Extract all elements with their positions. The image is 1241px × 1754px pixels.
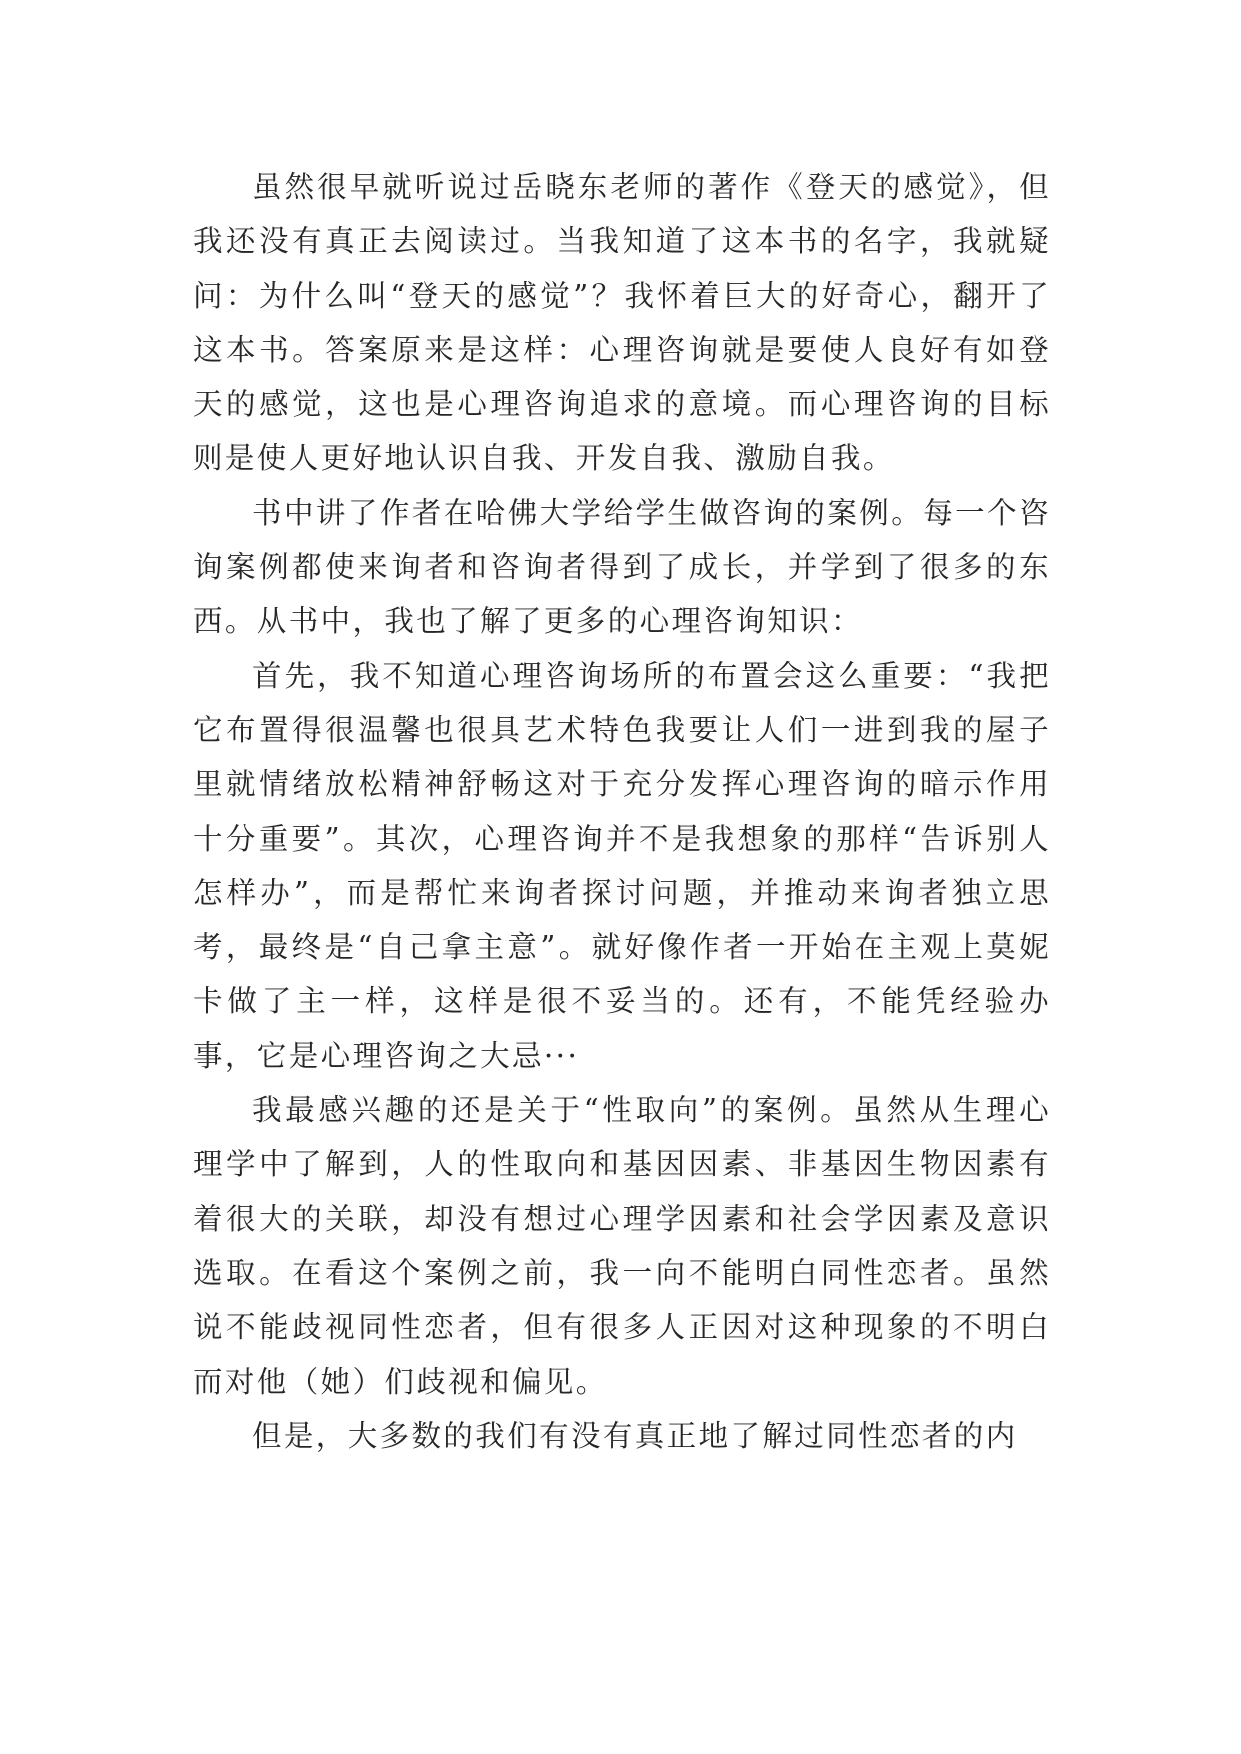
- paragraph-1: 虽然很早就听说过岳晓东老师的著作《登天的感觉》，但我还没有真正去阅读过。当我知道了这本书的名字，我就疑问：为什么叫“登天的感觉”？我怀着巨大的好奇心，翻开了这本书。答案原来是这样：心理咨询就是要使人良好有如登天的感觉，这也是心理咨询追求的意境。而心理咨询的目标则是使人更好地认识自我、开发自我、激励自我。: [193, 170, 1051, 476]
- paragraph-5: 但是，大多数的我们有没有真正地了解过同性恋者的内: [252, 1418, 1018, 1453]
- paragraph-4: 我最感兴趣的还是关于“性取向”的案例。虽然从生理心理学中了解到，人的性取向和基因因素、非基因生物因素有着很大的关联，却没有想过心理学因素和社会学因素及意识选取。在看这个案例之前，我一向不能明白同性恋者。虽然说不能歧视同性恋者，但有很多人正因对这种现象的不明白而对他（她）们歧视和偏见。: [193, 1093, 1051, 1399]
- paragraph-3: 首先，我不知道心理咨询场所的布置会这么重要：“我把它布置得很温馨也很具艺术特色我要让人们一进到我的屋子里就情绪放松精神舒畅这对于充分发挥心理咨询的暗示作用十分重要”。其次，心理咨询并不是我想象的那样“告诉别人怎样办”，而是帮忙来询者探讨问题，并推动来询者独立思考，最终是“自己拿主意”。就好像作者一开始在主观上莫妮卡做了主一样，这样是很不妥当的。还有，不能凭经验办事，它是心理咨询之大忌···: [193, 658, 1051, 1073]
- document-body: [193, 160, 1051, 1463]
- paragraph-2: 书中讲了作者在哈佛大学给学生做咨询的案例。每一个咨询案例都使来询者和咨询者得到了成长，并学到了很多的东西。从书中，我也了解了更多的心理咨询知识：: [193, 495, 1051, 639]
